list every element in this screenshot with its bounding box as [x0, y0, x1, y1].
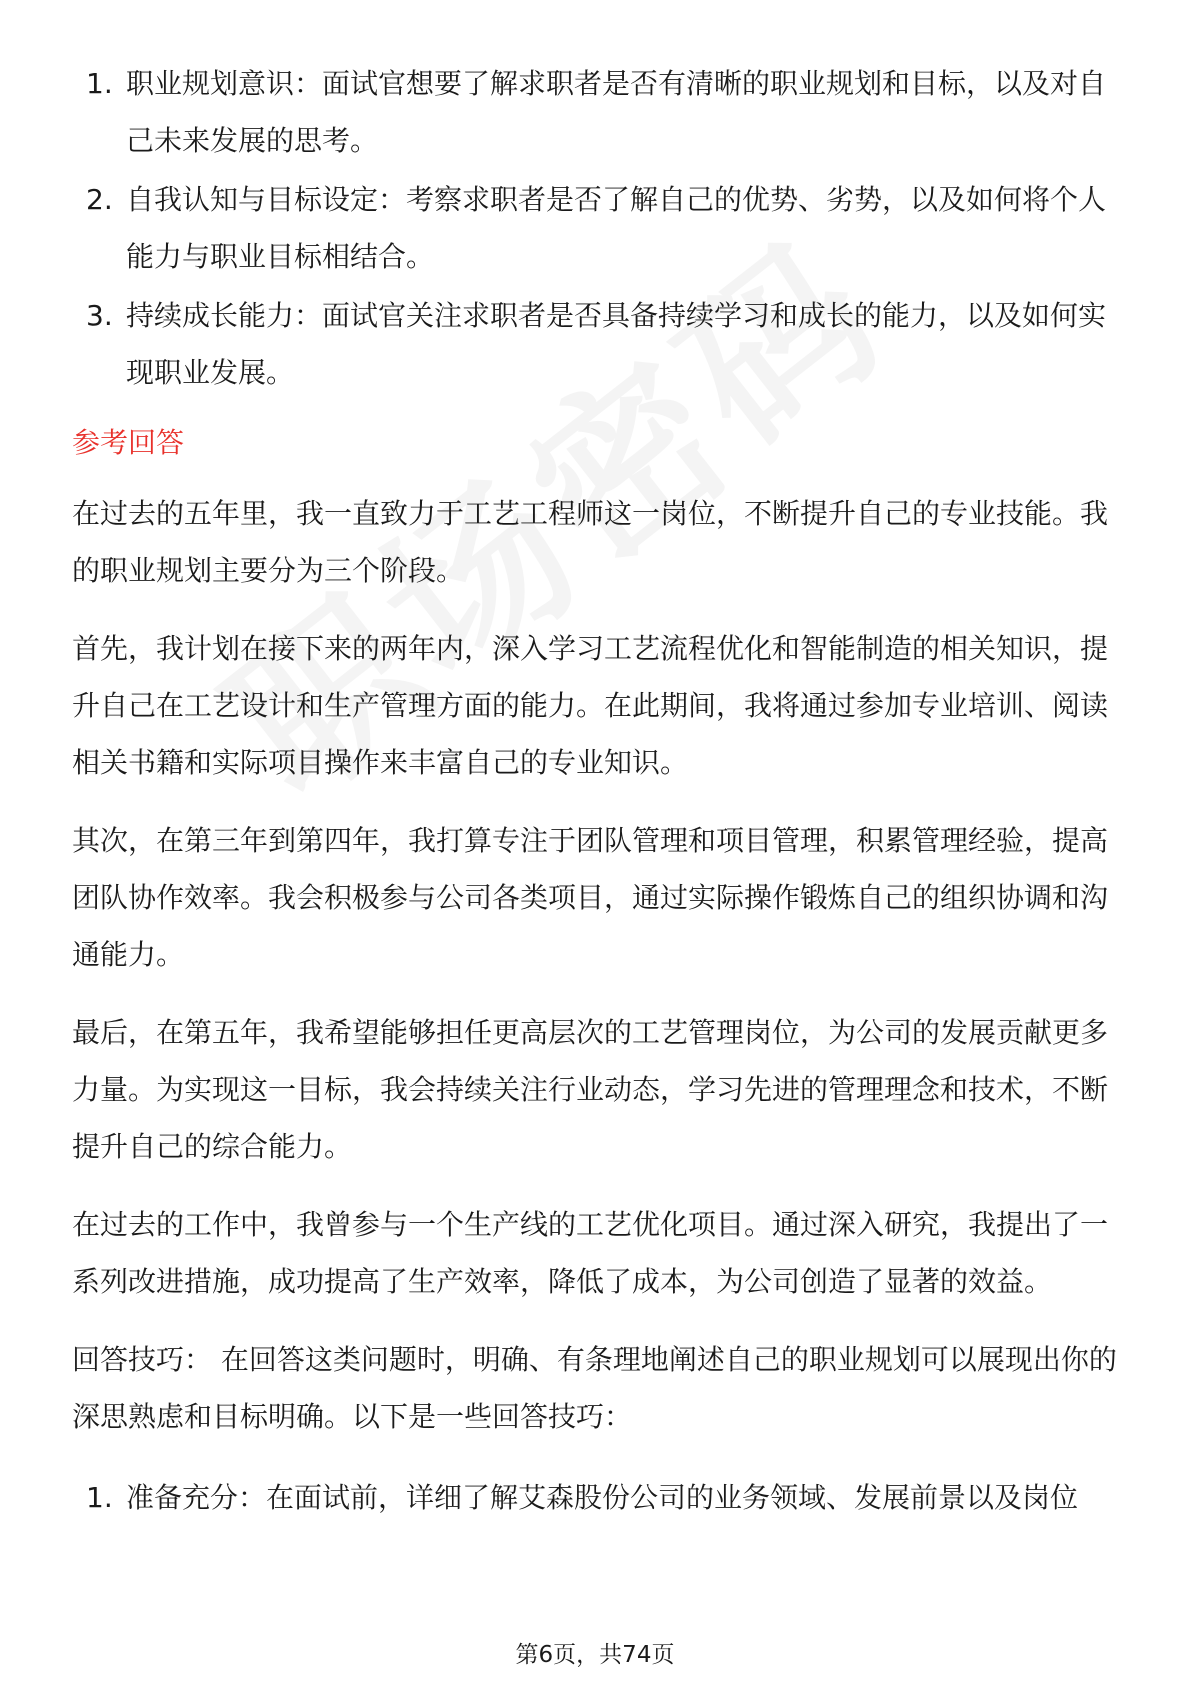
page-footer: 第6页，共74页: [515, 1642, 675, 1668]
list-number: 1.: [86, 1481, 113, 1514]
paragraph: 首先，我计划在接下来的两年内，深入学习工艺流程优化和智能制造的相关知识，提升自己在工艺设计和生产管理方面的能力。在此期间，我将通过参加专业培训、阅读相关书籍和实际项目操作来丰富自己的专业知识。: [72, 632, 1109, 779]
list-item-text: 职业规划意识：面试官想要了解求职者是否有清晰的职业规划和目标，以及对自己未来发展的思考。: [126, 67, 1107, 157]
list-item: [72, 1469, 1122, 1526]
paragraph: 其次，在第三年到第四年，我打算专注于团队管理和项目管理，积累管理经验，提高团队协作效率。我会积极参与公司各类项目，通过实际操作锻炼自己的组织协调和沟通能力。: [72, 824, 1109, 971]
list-item-text: 准备充分：在面试前，详细了解艾森股份公司的业务领域、发展前景以及岗位: [126, 1481, 1079, 1514]
list-item-text: 自我认知与目标设定：考察求职者是否了解自己的优势、劣势，以及如何将个人能力与职业目标相结合。: [126, 183, 1107, 273]
paragraph: 最后，在第五年，我希望能够担任更高层次的工艺管理岗位，为公司的发展贡献更多力量。为实现这一目标，我会持续关注行业动态，学习先进的管理理念和技术，不断提升自己的综合能力。: [72, 1016, 1109, 1163]
answer-heading: 参考回答: [72, 426, 185, 459]
page-content: [72, 55, 1122, 1528]
paragraph: 在过去的五年里，我一直致力于工艺工程师这一岗位，不断提升自己的专业技能。我的职业规划主要分为三个阶段。: [72, 497, 1109, 587]
list-number: 1.: [86, 67, 113, 100]
list-item: [72, 287, 1122, 401]
tips-list: [72, 1469, 1122, 1526]
list-number: 2.: [86, 183, 113, 216]
list-number: 3.: [86, 299, 113, 332]
list-item: [72, 55, 1122, 169]
list-item: [72, 171, 1122, 285]
criteria-list: [72, 55, 1122, 401]
list-item-text: 持续成长能力：面试官关注求职者是否具备持续学习和成长的能力，以及如何实现职业发展。: [126, 299, 1107, 389]
paragraph: 回答技巧： 在回答这类问题时，明确、有条理地阐述自己的职业规划可以展现出你的深思熟虑和目标明确。以下是一些回答技巧：: [72, 1343, 1117, 1433]
paragraph: 在过去的工作中，我曾参与一个生产线的工艺优化项目。通过深入研究，我提出了一系列改进措施，成功提高了生产效率，降低了成本，为公司创造了显著的效益。: [72, 1208, 1109, 1298]
